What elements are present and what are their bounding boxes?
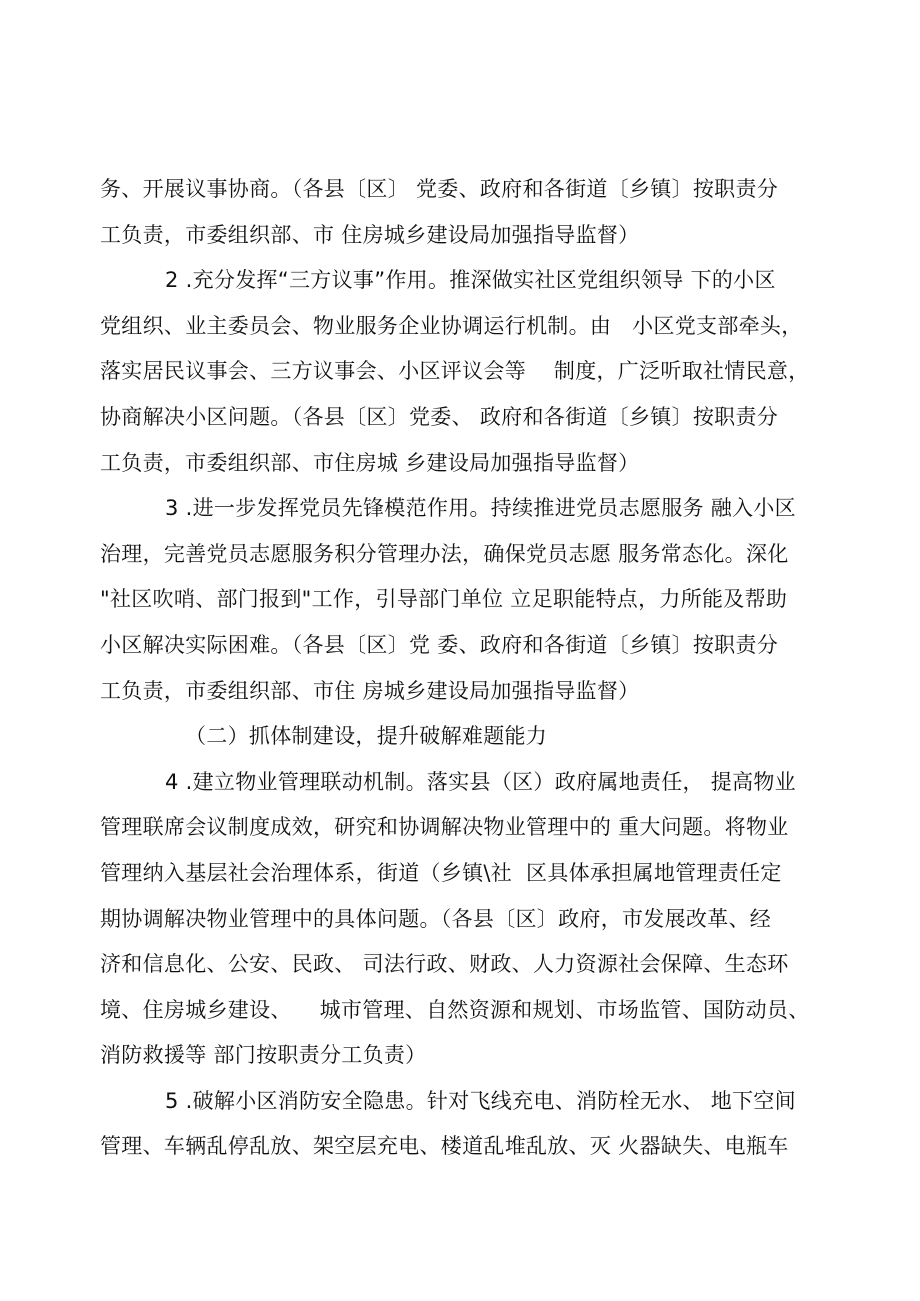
text-line: 工负责，市委组织部、市 住房城乡建设局加强指导监督） [100, 222, 640, 247]
document-body [100, 167, 830, 1170]
text-line: 落实居民议事会、三方议事会、小区评议会等 制度，广泛听取社情民意， [100, 359, 810, 384]
text-line: 党组织、业主委员会、物业服务企业协调运行机制。由 小区党支部牵头， [100, 313, 803, 338]
text-line: 5 .破解小区消防安全隐患。针对飞线充电、消防栓无水、 地下空间 [165, 1088, 796, 1113]
text-line: "社区吹哨、部门报到"工作，引导部门单位 立足职能特点，力所能及帮助 [100, 587, 788, 612]
text-line: 工负责，市委组织部、市住 房城乡建设局加强指导监督） [100, 678, 640, 703]
paragraph [100, 486, 830, 714]
text-line: 3 .进一步发挥党员先锋模范作用。持续推进党员志愿服务 融入小区 [165, 496, 796, 521]
text-line: 4 .建立物业管理联动机制。落实县（区）政府属地责任， 提高物业 [165, 769, 796, 794]
text-line: 管理联席会议制度成效，研究和协调解决物业管理中的 重大问题。将物业 [100, 815, 789, 840]
paragraph [100, 167, 830, 258]
text-line: 管理纳入基层社会治理体系，街道（乡镇\社 区具体承担属地管理责任定 [100, 860, 782, 885]
paragraph [100, 1079, 830, 1170]
text-line: 协商解决小区问题。（各县〔区〕党委、 政府和各街道〔乡镇〕按职责分 [100, 404, 779, 429]
paragraph [100, 760, 830, 1079]
text-line: 境、住房城乡建设、 城市管理、自然资源和规划、市场监管、国防动员、 [100, 997, 810, 1022]
text-line: 消防救援等 部门按职责分工负责） [100, 1043, 427, 1068]
text-line: （二）抓体制建设，提升破解难题能力 [185, 724, 548, 749]
text-line: 期协调解决物业管理中的具体问题。（各县〔区〕政府，市发展改革、经 [100, 906, 772, 931]
text-line: 务、开展议事协商。（各县〔区〕 党委、政府和各街道〔乡镇〕按职责分 [100, 177, 779, 201]
text-line: 小区解决实际困难。（各县〔区〕党 委、政府和各街道〔乡镇〕按职责分 [100, 632, 779, 657]
text-line: 2 .充分发挥“三方议事”作用。推深做实社区党组织领导 下的小区 [165, 268, 776, 293]
paragraph [100, 258, 830, 486]
text-line: 工负责，市委组织部、市住房城 乡建设局加强指导监督） [100, 450, 640, 475]
text-line: 治理，完善党员志愿服务积分管理办法，确保党员志愿 服务常态化。深化 [100, 541, 789, 566]
text-line: 济和信息化、公安、民政、 司法行政、财政、人力资源社会保障、生态环 [100, 952, 789, 977]
section-heading [100, 714, 830, 760]
text-line: 管理、车辆乱停乱放、架空层充电、楼道乱堆乱放、灭 火器缺失、电瓶车 [100, 1134, 789, 1159]
